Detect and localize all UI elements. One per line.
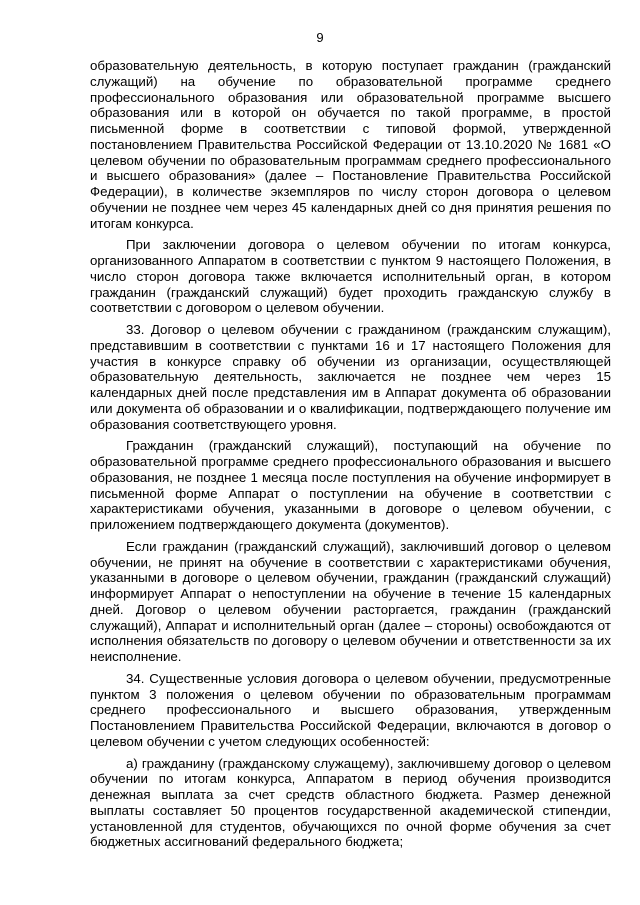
paragraph-enrollment-notice: Гражданин (гражданский служащий), поступающий на обучение по образовательной программе среднего профессионального образования и высшего образования, не позднее 1 месяца после поступления на обучение информирует в письменной форме Аппарат о поступлении на обучение в соответствии с характеристиками обучения, указанными в договоре о целевом обучении, с приложением подтверждающего документа (документов). xyxy=(90,438,611,532)
paragraph-34: 34. Существенные условия договора о целевом обучении, предусмотренные пунктом 3 положения о целевом обучении по образовательным программам среднего профессионального и высшего образования, утвержденным Постановлением Правительства Российской Федерации, включаются в договор о целевом обучении с учетом следующих особенностей: xyxy=(90,670,611,749)
document-body xyxy=(90,58,611,856)
paragraph-34a: а) гражданину (гражданскому служащему), заключившему договор о целевом обучении по итогам конкурса, Аппаратом в период обучения производится денежная выплата за счет средств областного бюджета. Размер денежной выплаты составляет 50 процентов государственной академической стипендии, установленной для студентов, обучающихся по очной форме обучения за счет бюджетных ассигнований федерального бюджета; xyxy=(90,755,611,850)
paragraph-continuation: образовательную деятельность, в которую поступает гражданин (гражданский служащий) на обучение по образовательной программе среднего профессионального образования или образовательной программе высшего образования или в которой он обучается по такой программе, в простой письменной форме в соответствии с типовой формой, утвержденной постановлением Правительства Российской Федерации от 13.10.2020 № 1681 «О целевом обучении по образовательным программам среднего профессионального и высшего образования» (далее – Постановление Правительства Российской Федерации), в количестве экземпляров по числу сторон договора о целевом обучении не позднее чем через 45 календарных дней со дня принятия решения по итогам конкурса. xyxy=(90,58,611,231)
paragraph-contract-parties: При заключении договора о целевом обучении по итогам конкурса, организованного Аппаратом в соответствии с пунктом 9 настоящего Положения, в число сторон договора также включается исполнительный орган, в котором гражданин (гражданский служащий) будет проходить гражданскую службу в соответствии с договором о целевом обучении. xyxy=(90,237,611,316)
page-number: 9 xyxy=(316,30,324,45)
paragraph-33: 33. Договор о целевом обучении с гражданином (гражданским служащим), представившим в соответствии с пунктами 16 и 17 настоящего Положения для участия в конкурсе справку об обучении из организации, осуществляющей образовательную деятельность, заключается не позднее чем через 15 календарных дней после представления им в Аппарат документа об образовании или документа об образовании и о квалификации, подтверждающего получение им образования соответствующего уровня. xyxy=(90,322,611,432)
paragraph-non-enrollment: Если гражданин (гражданский служащий), заключивший договор о целевом обучении, не принят на обучение в соответствии с характеристиками обучения, указанными в договоре о целевом обучении, гражданин (гражданский служащий) информирует Аппарат о непоступлении на обучение в течение 15 календарных дней. Договор о целевом обучении расторгается, гражданин (гражданский служащий), Аппарат и исполнительный орган (далее – стороны) освобождаются от исполнения обязательств по договору о целевом обучении и ответственности за их неисполнение. xyxy=(90,538,611,664)
